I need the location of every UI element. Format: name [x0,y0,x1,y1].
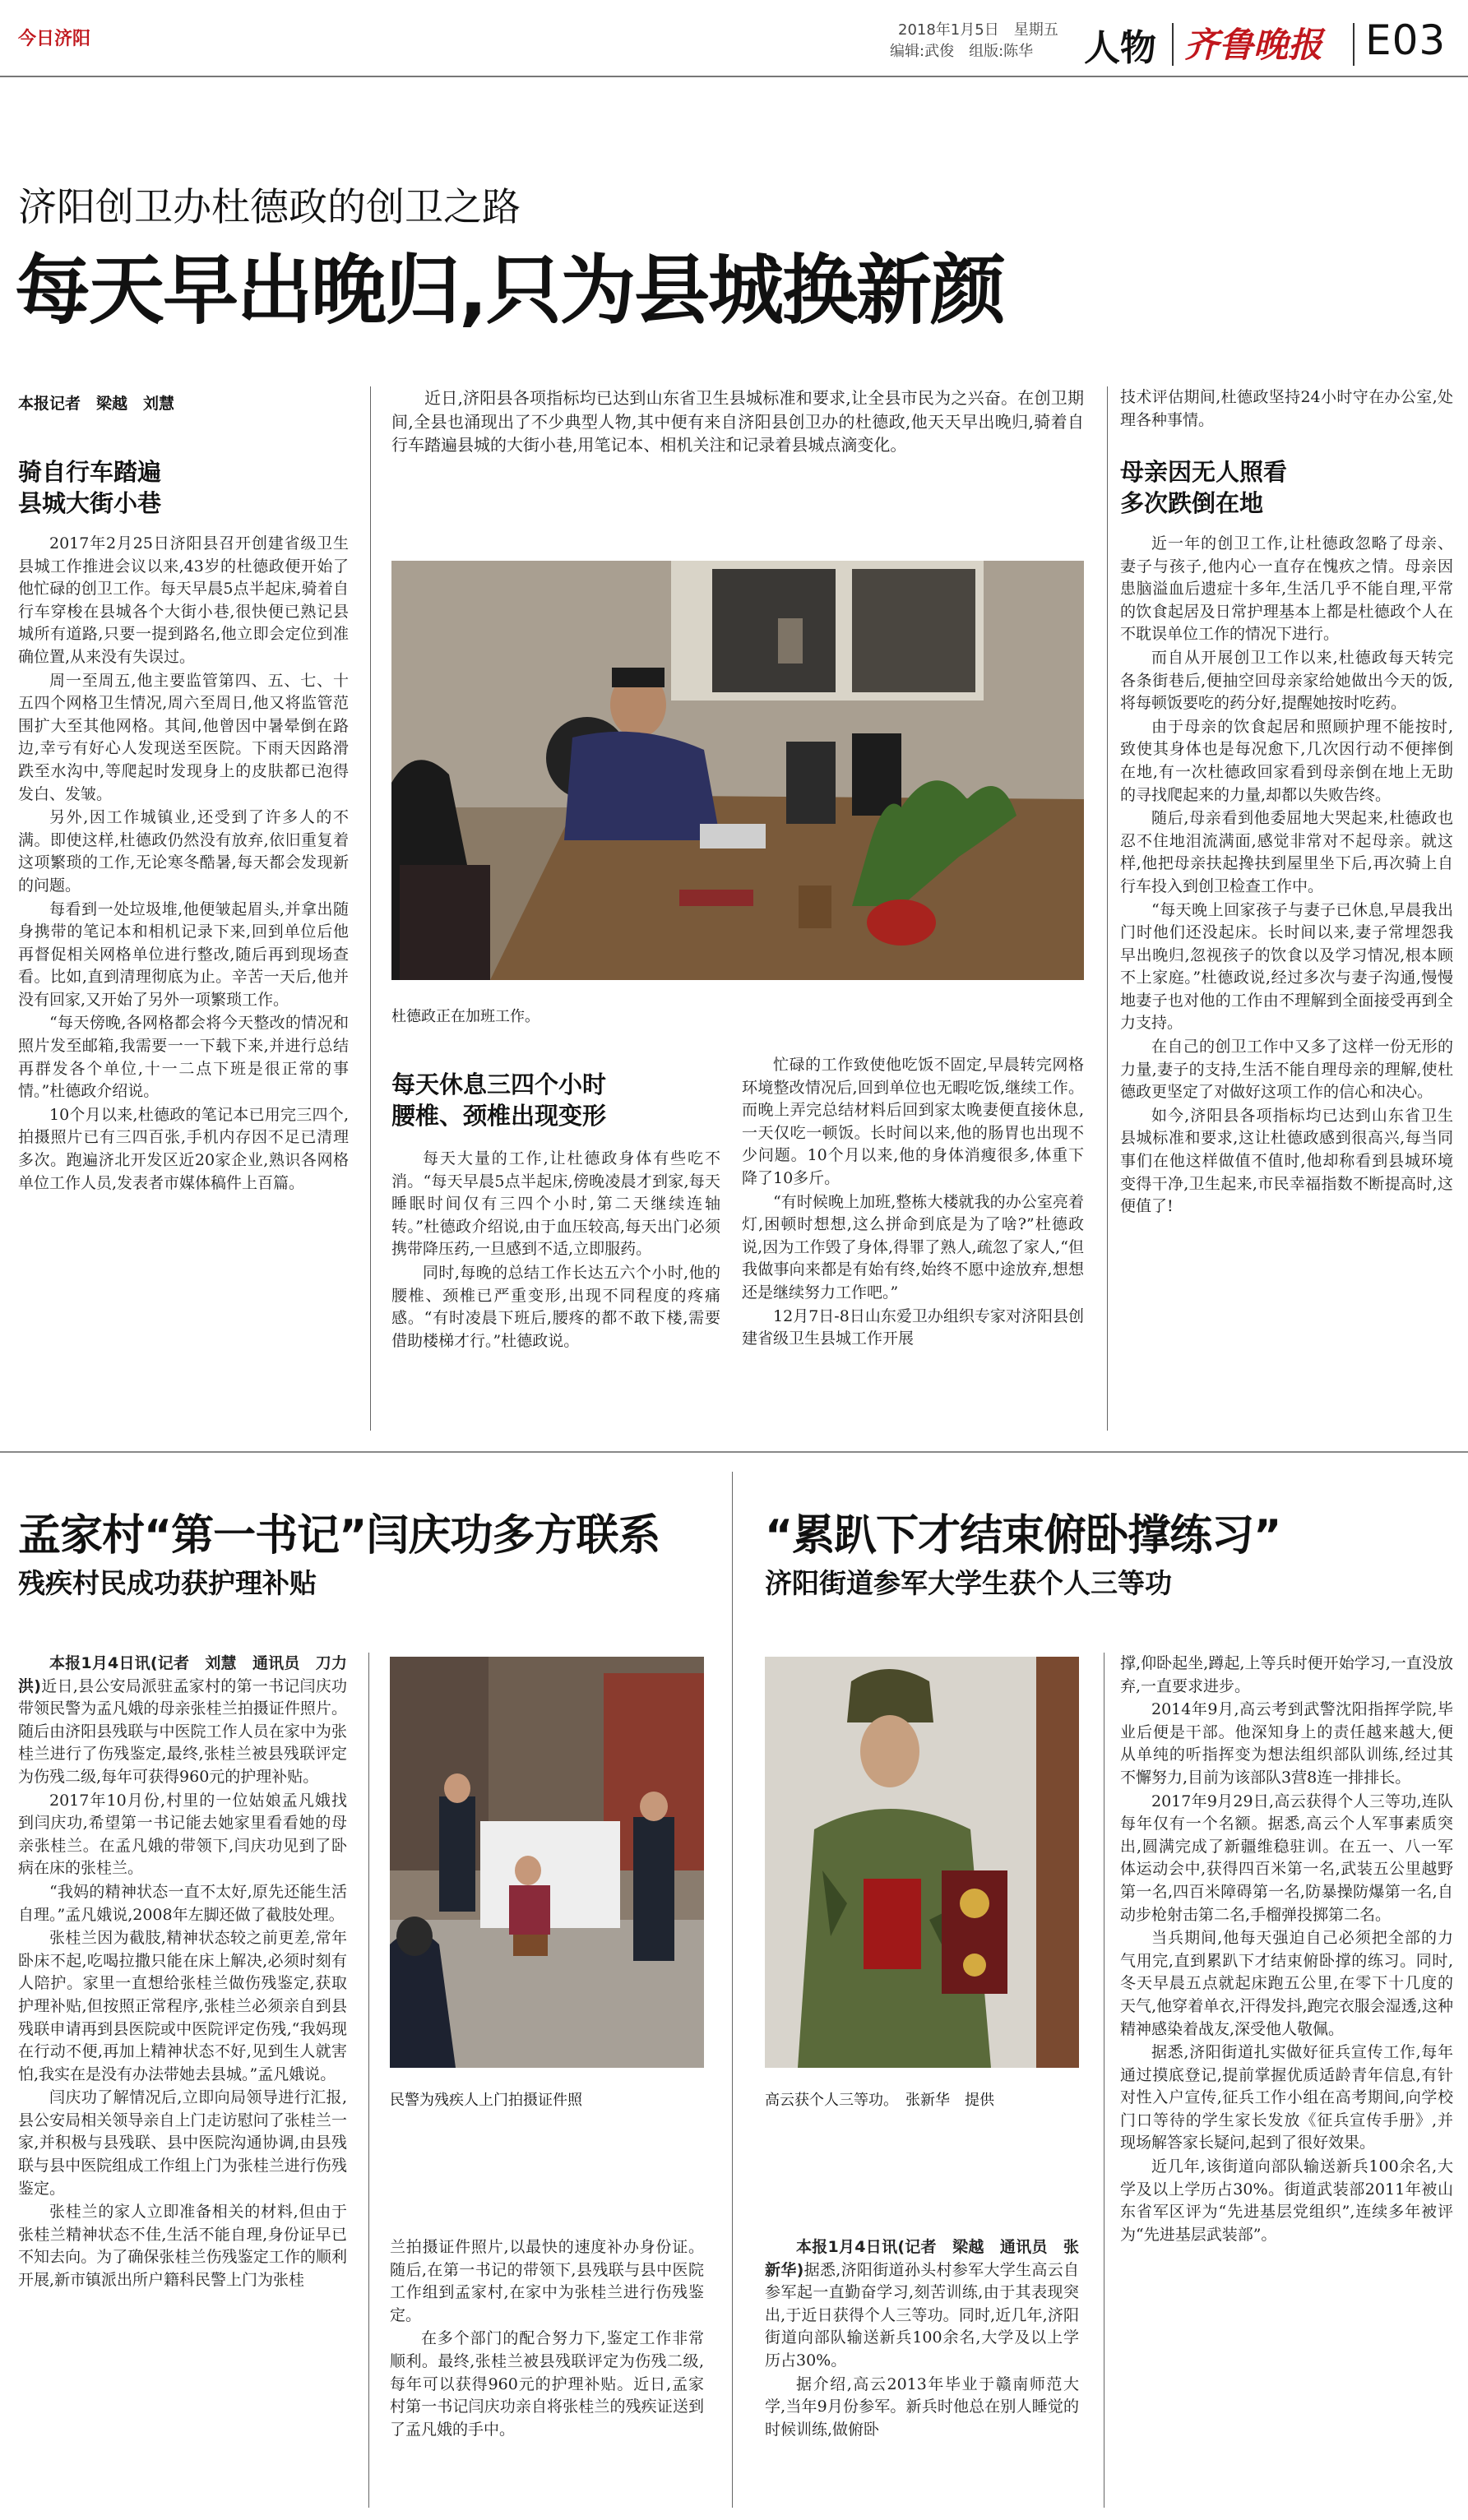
article1-col1-para: 周一至周五,他主要监管第四、五、七、十五四个网格卫生情况,周六至周日,他又将监管范围扩大至其他网格。其间,他曾因中暑晕倒在路边,幸亏有好心人发现送至医院。下雨天因路滑跌至水沟中,等爬起时发现身上的皮肤都已泡得发白、发皱。 [18,671,349,803]
header-category: 人物 [1084,27,1156,69]
article1-col1-para: 2017年2月25日济阳县召开创建省级卫生县城工作推进会议以来,43岁的杜德政便开始了他忙碌的创卫工作。每天早晨5点半起床,骑着自行车穿梭在县城各个大街小巷,很快便已熟记县城所有道路,只要一提到路名,他立即会定位到准确位置,从来没有失误过。 [18,534,349,666]
article2-col2-para: 在多个部门的配合努力下,鉴定工作非常顺利。最终,张桂兰被县残联评定为伤残二级,每年可以获得960元的护理补贴。近日,孟家村第一书记闫庆功亲自将张桂兰的残疾证送到了孟凡娥的手中。 [390,2329,704,2439]
section-divider [0,1451,1468,1453]
article1-col4-para: 在自己的创卫工作中又多了这样一份无形的力量,妻子的支持,生活不能自理母亲的理解,使杜德政更坚定了对做好这项工作的信心和决心。 [1120,1038,1453,1102]
article1-photo-caption: 杜德政正在加班工作。 [391,1008,540,1025]
article1-col4-continuation: 技术评估期间,杜德政坚持24小时守在办公室,处理各种事情。 [1120,388,1453,429]
article1-column-4 [1120,533,1453,1429]
article1-column-4-top [1120,386,1453,439]
article1-col4-para: 近一年的创卫工作,让杜德政忽略了母亲、妻子与孩子,他内心一直存在愧疚之情。母亲因患脑溢血后遗症十多年,生活几乎不能自理,平常的饮食起居及日常护理基本上都是杜德政个人在不耽误单位工作的情况下进行。 [1120,534,1453,644]
article3-subhead: 济阳街道参军大学生获个人三等功 [765,1567,1172,1599]
article3-photo [765,1657,1079,2068]
village-visit-illustration [390,1657,704,2068]
article1-col1-para: 每看到一处垃圾堆,他便皱起眉头,并拿出随身携带的笔记本和相机记录下来,回到单位后他再督促相关网格单位进行整改,随后再到现场查看。比如,直到清理彻底为止。辛苦一天后,他并没有回家,又开始了另外一项繁琐工作。 [18,899,349,1009]
article3-col2-para: 2017年9月29日,高云获得个人三等功,连队每年仅有一个名额。据悉,高云个人军事素质突出,圆满完成了新疆维稳驻训。在五一、八一军体运动会中,获得四百米第一名,武装五公里越野第一名,四百米障碍第一名,防暴操防爆第一名,自动步枪射击第二名,手榴弹投掷第二名。 [1120,1792,1453,1924]
article2-col1-lead-text: 近日,县公安局派驻孟家村的第一书记闫庆功带领民警为孟凡娥的母亲张桂兰拍摄证件照片。随后由济阳县残联与中医院工作人员在家中为张桂兰进行了伤残鉴定,最终,张桂兰被县残联评定为伤残二级,每年可获得960元的护理补贴。 [18,1676,347,1786]
article1-col4-para: “每天晚上回家孩子与妻子已休息,早晨我出门时他们还没起床。长时间以来,妻子常埋怨我早出晚归,忽视孩子的饮食以及学习情况,根本顾不上家庭。”杜德政说,经过多次与妻子沟通,慢慢地妻子也对他的工作由不理解到全面接受再到全力支持。 [1120,900,1453,1033]
article1-col2-para: 每天大量的工作,让杜德政身体有些吃不消。“每天早晨5点半起床,傍晚凌晨才到家,每天睡眠时间仅有三四个小时,第二天继续连轴转。”杜德政介绍说,由于血压较高,每天出门必须携带降压药,一旦感到不适,立即服药。 [391,1149,720,1259]
article2-column-1 [18,1653,347,2508]
article1-col3-para: “有时候晚上加班,整栋大楼就我的办公室亮着灯,困顿时想想,这么拼命到底是为了啥?”杜德政说,因为工作毁了身体,得罪了熟人,疏忽了家人,“但我做事向来都是有始有终,始终不愿中途放弃,想想还是继续努力工作吧。” [742,1192,1084,1302]
article3-col1-lead [765,2236,1079,2373]
article3-col1-para: 据介绍,高云2013年毕业于赣南师范大学,当年9月份参军。新兵时他总在别人睡觉的时候训练,做俯卧 [765,2374,1079,2439]
header-divider-1 [1172,23,1174,66]
article2-col1-para: 张桂兰因为截肢,精神状态较之前更差,常年卧床不起,吃喝拉撒只能在床上解决,必须时刻有人陪护。家里一直想给张桂兰做伤残鉴定,获取护理补贴,但按照正常程序,张桂兰必须亲自到县残联申请再到县医院或中医院评定伤残,“我妈现在行动不便,再加上精神状态不好,见到生人就害怕,我实在是没有办法带她去县城。”孟凡娥说。 [18,1929,347,2083]
article1-subhead-2: 每天休息三四个小时 腰椎、颈椎出现变形 [391,1070,607,1130]
article1-subhead-3: 母亲因无人照看 多次跌倒在地 [1120,458,1288,517]
article2-col1-para: 闫庆功了解情况后,立即向局领导进行汇报,县公安局相关领导亲自上门走访慰问了张桂兰一家,并积极与县残联、县中医院沟通协调,由县残联与县中医院组成工作组上门为张桂兰进行伤残鉴定。 [18,2088,347,2198]
office-scene-illustration [391,561,1084,980]
article1-byline: 本报记者 梁越 刘慧 [18,395,175,413]
article3-dateline: 本报1月4日讯(记者 梁越 通讯员 张新华) [765,2238,1079,2279]
article2-col2-para: 兰拍摄证件照片,以最快的速度补办身份证。随后,在第一书记的带领下,县残联与县中医院工作组到孟家村,在家中为张桂兰进行伤残鉴定。 [390,2238,704,2324]
article1-kicker: 济阳创卫办杜德政的创卫之路 [18,185,521,230]
header-brand-logo: 齐鲁晚报 [1184,25,1323,65]
article2-photo [390,1657,704,2068]
header-date: 2018年1月5日 星期五 [898,21,1058,39]
article1-column-3 [742,1054,1084,1429]
soldier-with-medal-illustration [765,1657,1079,2068]
article3-col2-para: 据悉,济阳街道扎实做好征兵宣传工作,每年通过摸底登记,提前掌握优质适龄青年信息,有针对性入户宣传,征兵工作小组在高考期间,向学校门口等待的学生家长发放《征兵宣传手册》,并现场解答家长疑问,起到了很好效果。 [1120,2043,1453,2152]
header-page-number: E03 [1365,16,1447,64]
article3-col2-para: 近几年,该街道向部队输送新兵100余名,大学及以上学历占30%。街道武装部2011年被山东省军区评为“先进基层党组织”,连续多年被评为“先进基层武装部”。 [1120,2157,1453,2244]
article1-col4-para: 由于母亲的饮食起居和照顾护理不能按时,致使其身体也是每况愈下,几次因行动不便摔倒在地,有一次杜德政回家看到母亲倒在地上无助的寻找爬起来的力量,却都以失败告终。 [1120,717,1453,804]
article2-col1-lead [18,1653,347,1789]
article1-headline: 每天早出晚归,只为县城换新颜 [15,247,1004,335]
article1-col4-para: 随后,母亲看到他委屈地大哭起来,杜德政也忍不住地泪流满面,感觉非常对不起母亲。就这样,他把母亲扶起搀扶到屋里坐下后,再次骑上自行车投入到创卫检查工作中。 [1120,809,1453,895]
article2-headline: 孟家村“第一书记”闫庆功多方联系 [18,1511,660,1561]
article1-col1-para: 另外,因工作城镇业,还受到了许多人的不满。即使这样,杜德政仍然没有放弃,依旧重复着这项繁琐的工作,无论寒冬酷暑,每天都会发现新的问题。 [18,808,349,895]
article1-column-rule-2 [1107,386,1108,1431]
article1-col4-para: 如今,济阳县各项指标均已达到山东省卫生县城标准和要求,这让杜德政感到很高兴,每当同事们在他这样做值不值时,他却称看到县城环境变得干净,卫生起来,市民幸福指数不断提高时,这便值了! [1120,1106,1453,1216]
article3-headline: “累趴下才结束俯卧撑练习” [765,1511,1281,1561]
article3-column-2 [1120,1653,1453,2508]
article2-column-2 [390,2236,704,2508]
article3-col2-para: 当兵期间,他每天强迫自己必须把全部的力气用完,直到累趴下才结束俯卧撑的练习。同时,冬天早晨五点就起床跑五公里,在零下十几度的天气,他穿着单衣,汗得发抖,跑完衣服会湿透,这种精神感染着战友,深受他人敬佩。 [1120,1929,1453,2038]
header-divider-2 [1353,23,1355,66]
article2-column-rule [368,1653,369,2508]
article1-col1-para: “每天傍晚,各网格都会将今天整改的情况和照片发至邮箱,我需要一一下载下来,并进行总结再群发各个单位,十一二点下班是很正常的事情。”杜德政介绍说。 [18,1014,349,1101]
article1-column-1 [18,533,349,1429]
article1-col4-para: 而自从开展创卫工作以来,杜德政每天转完各条街巷后,便抽空回母亲家给她做出今天的饭,将每顿饭要吃的药分好,提醒她按时吃药。 [1120,648,1453,713]
article1-lead-text: 近日,济阳县各项指标均已达到山东省卫生县城标准和要求,让全县市民为之兴奋。在创卫期间,全县也涌现出了不少典型人物,其中便有来自济阳县创卫办的杜德政,他天天早出晚归,骑着自行车踏遍县城的大街小巷,用笔记本、相机关注和记录着县城点滴变化。 [391,388,1084,455]
header-rule [0,76,1468,77]
article2-dateline: 本报1月4日讯(记者 刘慧 通讯员 刀力洪) [18,1654,347,1695]
article1-col3-para: 忙碌的工作致使他吃饭不固定,早晨转完网格环境整改情况后,回到单位也无暇吃饭,继续工作。而晚上弄完总结材料后回到家太晚妻便直接休息,一天仅吃一顿饭。长时间以来,他的肠胃也出现不少问题。10个月以来,他的身体消瘦很多,体重下降了10多斤。 [742,1056,1084,1187]
article1-col2-para: 同时,每晚的总结工作长达五六个小时,他的腰椎、颈椎已严重变形,出现不同程度的疼痛感。“有时凌晨下班后,腰疼的都不敢下楼,需要借助楼梯才行。”杜德政说。 [391,1263,720,1350]
header-editors: 编辑:武俊 组版:陈华 [890,43,1034,60]
article2-photo-caption: 民警为残疾人上门拍摄证件照 [390,2092,582,2109]
article2-subhead: 残疾村民成功获护理补贴 [18,1567,317,1599]
article1-col3-para: 12月7日-8日山东爱卫办组织专家对济阳县创建省级卫生县城工作开展 [742,1306,1084,1348]
article1-lead [391,386,1084,502]
article3-col1-lead-text: 据悉,济阳街道孙头村参军大学生高云自参军起一直勤奋学习,刻苦训练,由于其表现突出,于近日获得个人三等功。同时,近几年,济阳街道向部队输送新兵100余名,大学及以上学历占30%。 [765,2260,1079,2370]
articles-divider [732,1472,733,2508]
article3-col2-para: 撑,仰卧起坐,蹲起,上等兵时便开始学习,一直没放弃,一直要求进步。 [1120,1654,1453,1695]
header-section-label: 今日济阳 [18,29,91,49]
article3-col2-para: 2014年9月,高云考到武警沈阳指挥学院,毕业后便是干部。他深知身上的责任越来越大,便从单纯的听指挥变为想法组织部队训练,经过其不懈努力,目前为该部队3营8连一排排长。 [1120,1700,1453,1787]
article2-col1-para: “我妈的精神状态一直不太好,原先还能生活自理。”孟凡娥说,2008年左脚还做了截肢处理。 [18,1882,347,1924]
article1-column-2 [391,1148,720,1427]
article2-col1-para: 2017年10月份,村里的一位姑娘孟凡娥找到闫庆功,希望第一书记能去她家里看看她的母亲张桂兰。在孟凡娥的带领下,闫庆功见到了卧病在床的张桂兰。 [18,1791,347,1878]
article3-photo-caption: 高云获个人三等功。 张新华 提供 [765,2092,994,2109]
article2-col1-para: 张桂兰的家人立即准备相关的材料,但由于张桂兰精神状态不佳,生活不能自理,身份证早已不知去向。为了确保张桂兰伤残鉴定工作的顺利开展,新市镇派出所户籍科民警上门为张桂 [18,2203,347,2290]
article3-column-1 [765,2236,1079,2508]
article1-subhead-1: 骑自行车踏遍 县城大街小巷 [18,458,162,517]
article1-column-rule-1 [370,386,371,1431]
article1-photo [391,561,1084,980]
article1-col1-para: 10个月以来,杜德政的笔记本已用完三四个,拍摄照片已有三四百张,手机内存因不足已清理多次。跑遍济北开发区近20家企业,熟识各网格单位工作人员,发表者市媒体稿件上百篇。 [18,1105,349,1192]
